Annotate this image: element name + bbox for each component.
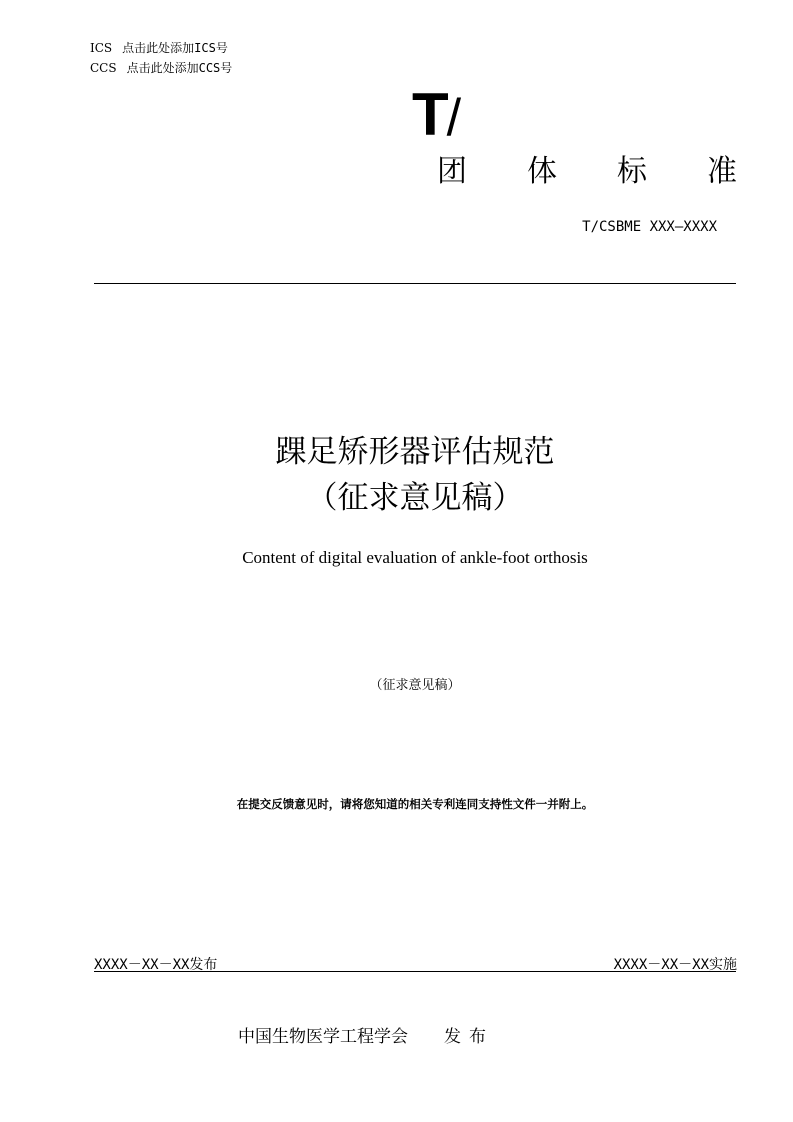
- issuer-name: 中国生物医学工程学会: [238, 1027, 408, 1047]
- issuer-publish-label: 发布: [444, 1027, 494, 1047]
- classification-codes: [90, 38, 232, 78]
- footer-divider: [94, 971, 736, 972]
- standard-kind-char: 团: [437, 154, 467, 189]
- standard-kind-char: 标: [617, 154, 647, 189]
- ics-label: ICS: [90, 41, 113, 55]
- document-subtitle: （征求意见稿）: [306, 480, 524, 516]
- ccs-placeholder[interactable]: 点击此处添加CCS号: [126, 61, 233, 75]
- header-divider: [94, 283, 736, 284]
- standard-kind-char: 准: [707, 154, 737, 189]
- logo-letter: T: [412, 81, 447, 148]
- ccs-row: [90, 58, 232, 78]
- issue-date: XXXX－XX－XX发布: [94, 957, 218, 973]
- standard-kind: [437, 150, 737, 194]
- standard-code: T/CSBME XXX—XXXX: [582, 219, 717, 235]
- standard-kind-char: 体: [527, 154, 557, 189]
- ccs-label: CCS: [90, 61, 117, 75]
- patent-notice: 在提交反馈意见时，请将您知道的相关专利连同支持性文件一并附上。: [236, 797, 594, 811]
- draft-status-note: （征求意见稿）: [369, 678, 461, 693]
- english-title: Content of digital evaluation of ankle-foot orthosis: [242, 548, 588, 567]
- document-title: 踝足矫形器评估规范: [275, 434, 555, 470]
- standard-logo: [412, 82, 461, 151]
- ics-row: [90, 38, 232, 58]
- ics-placeholder[interactable]: 点击此处添加ICS号: [122, 41, 228, 55]
- logo-slash: /: [446, 89, 462, 147]
- issuer: [238, 1024, 494, 1050]
- implementation-date: XXXX－XX－XX实施: [613, 957, 737, 973]
